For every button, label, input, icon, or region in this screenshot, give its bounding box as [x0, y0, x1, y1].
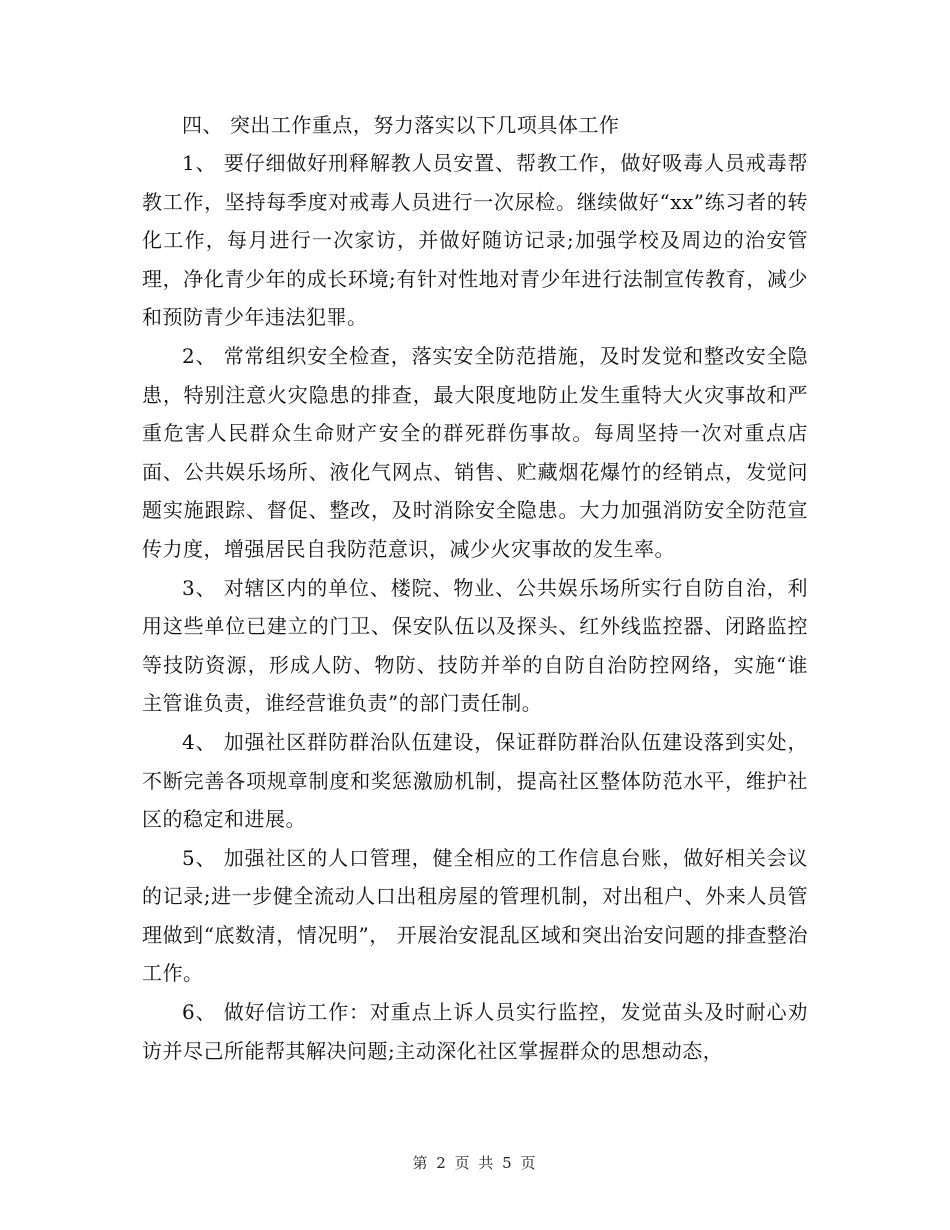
- paragraph-3: 3、 对辖区内的单位、楼院、物业、公共娱乐场所实行自防自治，利用这些单位已建立的门卫、保安队伍以及探头、红外线监控器、闭路监控等技防资源，形成人防、物防、技防并举的自防自治防控网络，实施“谁主管谁负责，谁经营谁负责”的部门责任制。: [142, 575, 808, 716]
- paragraph-1: 1、 要仔细做好刑释解教人员安置、帮教工作，做好吸毒人员戒毒帮教工作，坚持每季度对戒毒人员进行一次尿检。继续做好“xx”练习者的转化工作，每月进行一次家访，并做好随访记录;加强学校及周边的治安管理，净化青少年的成长环境;有针对性地对青少年进行法制宣传教育，减少和预防青少年违法犯罪。: [142, 151, 808, 330]
- document-body: [142, 106, 808, 1070]
- paragraph-4: 4、 加强社区群防群治队伍建设，保证群防群治队伍建设落到实处，不断完善各项规章制度和奖惩激励机制，提高社区整体防范水平，维护社区的稳定和进展。: [142, 729, 808, 832]
- paragraph-2: 2、 常常组织安全检查，落实安全防范措施，及时发觉和整改安全隐患，特别注意火灾隐患的排查，最大限度地防止发生重特大火灾事故和严重危害人民群众生命财产安全的群死群伤事故。每周坚持一次对重点店面、公共娱乐场所、液化气网点、销售、贮藏烟花爆竹的经销点，发觉问题实施跟踪、督促、整改，及时消除安全隐患。大力加强消防安全防范宣传力度，增强居民自我防范意识，减少火灾事故的发生率。: [142, 343, 808, 561]
- section-heading: 四、 突出工作重点，努力落实以下几项具体工作: [182, 113, 620, 137]
- paragraph-5: 5、 加强社区的人口管理，健全相应的工作信息台账，做好相关会议的记录;进一步健全流动人口出租房屋的管理机制，对出租户、外来人员管理做到“底数清，情况明”， 开展治安混乱区域和突出治安问题的排查整治工作。: [142, 845, 808, 986]
- paragraph-6: 6、 做好信访工作：对重点上诉人员实行监控，发觉苗头及时耐心劝访并尽己所能帮其解决问题;主动深化社区掌握群众的思想动态，: [142, 1000, 808, 1063]
- page-number-footer: 第 2 页 共 5 页: [412, 1154, 538, 1172]
